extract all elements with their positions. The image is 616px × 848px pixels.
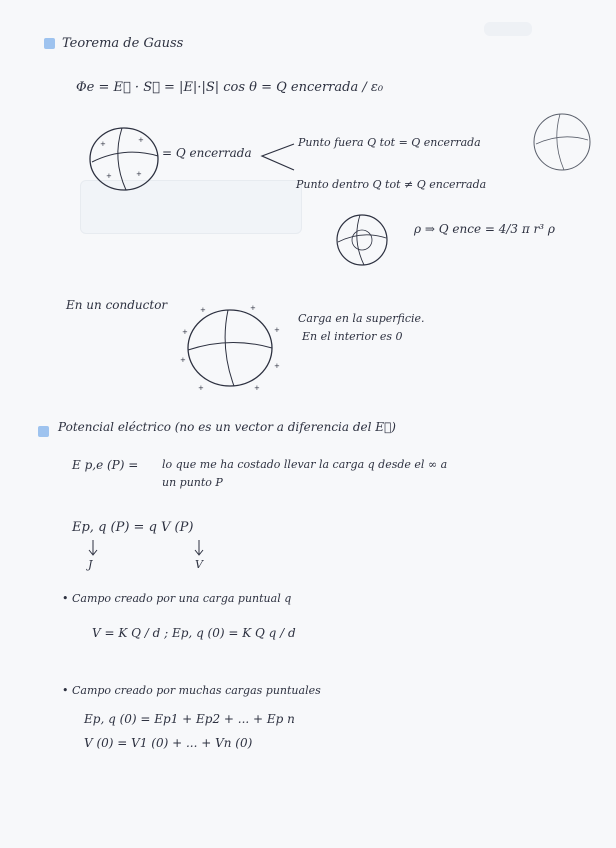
- gauss-sphere-icon: [86, 124, 162, 194]
- inside-case: Punto dentro Q tot ≠ Q encerrada: [296, 178, 487, 191]
- many-charges-eq-1: Ep, q (0) = Ep1 + Ep2 + ... + Ep n: [84, 712, 295, 726]
- svg-text:+: +: [250, 304, 256, 312]
- svg-text:+: +: [274, 362, 280, 370]
- svg-text:+: +: [254, 384, 260, 392]
- point-charge-eq: V = K Q / d ; Ep, q (0) = K Q q / d: [92, 626, 296, 640]
- branch-arrow: [260, 140, 296, 176]
- section-bullet: [38, 426, 49, 437]
- conductor-sphere-icon: [180, 304, 280, 392]
- conductor-note-2: En el interior es 0: [302, 330, 403, 343]
- sphere-equation: = Q encerrada: [162, 146, 252, 160]
- unit-volt: V: [195, 558, 203, 571]
- svg-text:+: +: [198, 384, 204, 392]
- svg-text:+: +: [136, 170, 142, 178]
- svg-text:+: +: [182, 328, 188, 336]
- section-bullet: [44, 38, 55, 49]
- conductor-label: En un conductor: [66, 298, 168, 312]
- svg-text:+: +: [200, 306, 206, 314]
- svg-text:+: +: [138, 136, 144, 144]
- unit-arrow: [194, 540, 204, 558]
- potential-def-rhs-1: lo que me ha costado llevar la carga q desde el ∞ a: [162, 458, 448, 471]
- svg-text:+: +: [100, 140, 106, 148]
- outside-case: Punto fuera Q tot = Q encerrada: [298, 136, 481, 149]
- gauss-heading: Teorema de Gauss: [62, 36, 184, 51]
- conductor-note-1: Carga en la superficie.: [298, 312, 425, 325]
- svg-text:+: +: [274, 326, 280, 334]
- many-charges-title: • Campo creado por muchas cargas puntuales: [62, 684, 321, 697]
- point-charge-title: • Campo creado por una carga puntual q: [62, 592, 292, 605]
- unit-arrow: [88, 540, 98, 558]
- faint-sphere-icon: [530, 110, 594, 174]
- potential-def-rhs-2: un punto P: [162, 476, 223, 489]
- potential-def-lhs: E p,e (P) =: [72, 458, 139, 472]
- gauss-formula: Φe = E⃗ · S⃗ = |E|·|S| cos θ = Q encerrada / ε₀: [76, 80, 384, 95]
- many-charges-eq-2: V (0) = V1 (0) + ... + Vn (0): [84, 736, 253, 750]
- svg-text:+: +: [106, 172, 112, 180]
- svg-text:+: +: [180, 356, 186, 364]
- unit-joule: J: [88, 558, 93, 571]
- density-sphere-icon: [334, 212, 390, 268]
- potential-heading: Potencial eléctrico (no es un vector a diferencia del E⃗): [58, 420, 396, 434]
- energy-potential-eq: Ep, q (P) = q V (P): [72, 520, 194, 535]
- bleed-through-mark: [484, 22, 532, 36]
- density-formula: ρ ⇒ Q ence = 4/3 π r³ ρ: [414, 222, 555, 236]
